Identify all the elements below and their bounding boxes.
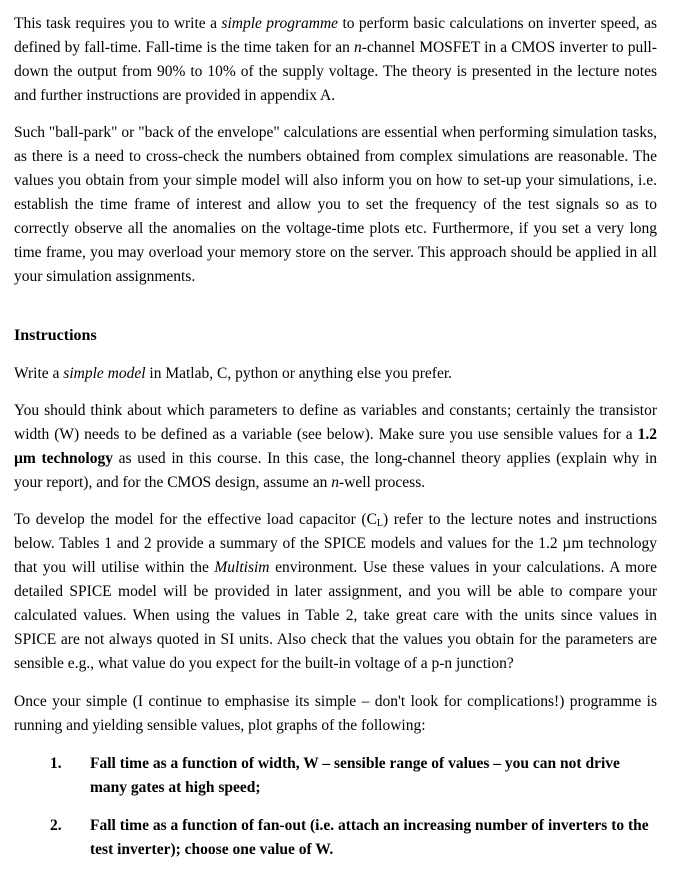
bold-technology: 1.2 µm technology <box>14 426 657 467</box>
list-text: Fall time as a function of fan-out (i.e. attach an increasing number of inverters to the test inverter); choose one value of W. <box>90 817 649 858</box>
paragraph-plot-graphs: Once your simple (I continue to emphasise its simple – don't look for complications!) programme is running and yielding sensible values, plot graphs of the following: <box>14 693 657 734</box>
paragraph-write-model <box>14 362 657 386</box>
list-number: 1. <box>50 755 62 772</box>
emphasis-n: n <box>331 474 340 491</box>
paragraph-parameters <box>14 399 657 495</box>
text-run: environment. Use these values in your calculations. A more detailed SPICE model will be provided in later assignment, and you will be able to compare your calculated values. When using the values in Table 2, take great care with the units since values in SPICE are not always quoted in SI units. Also check that the values you obtain for the parameters are sensible e.g., what value do you expect for the built-in voltage of a p-n junction? <box>14 559 657 672</box>
text-run: in Matlab, C, python or anything else you prefer. <box>145 365 453 382</box>
paragraph-ballpark: Such "ball-park" or "back of the envelope" calculations are essential when performing simulation tasks, as there is a need to cross-check the numbers obtained from complex simulations are reasonable. The values you obtain from your simple model will also inform you on how to set-up your simulations, i.e. establish the time frame of interest and allow you to set the frequency of the test signals so as to correctly observe all the anomalies on the voltage-time plots etc. Furthermore, if you set a very long time frame, you may overload your memory store on the server. This approach should be applied in all your simulation assignments. <box>14 124 657 285</box>
emphasis-simple-model: simple model <box>63 365 146 382</box>
text-run: This task requires you to write a <box>14 15 222 32</box>
section-heading-instructions: Instructions <box>14 327 97 344</box>
text-run: Write a <box>14 365 64 382</box>
emphasis-n: n <box>354 39 362 56</box>
subscript-l: L <box>376 518 384 529</box>
text-run: To develop the model for the effective load capacitor (C <box>14 511 377 528</box>
text-run: as used in this course. In this case, the long-channel theory applies (explain why in your report), and for the CMOS design, assume an <box>14 450 658 491</box>
list-text: Fall time as a function of width, W – sensible range of values – you can not drive many gates at high speed; <box>90 755 620 796</box>
emphasis-simple-programme: simple programme <box>221 15 339 32</box>
list-number: 2. <box>50 817 62 834</box>
text-run: to perform basic calculations on inverter speed, as defined by fall-time. Fall-time is the time taken for an <box>14 15 657 56</box>
text-run: -channel MOSFET in a CMOS inverter to pull-down the output from 90% to 10% of the supply voltage. The theory is presented in the lecture notes and further instructions are provided in appendix A. <box>14 39 657 104</box>
paragraph-load-capacitor <box>14 508 657 676</box>
text-run: -well process. <box>339 474 426 491</box>
emphasis-multisim: Multisim <box>214 559 270 576</box>
text-run: You should think about which parameters to define as variables and constants; certainly the transistor width (W) needs to be defined as a variable (see below). Make sure you use sensible values for a <box>14 402 657 443</box>
paragraph-intro <box>14 12 657 108</box>
text-run: ) refer to the lecture notes and instructions below. Tables 1 and 2 provide a summary of the SPICE models and values for the 1.2 µm technology that you will utilise within the <box>14 511 657 576</box>
